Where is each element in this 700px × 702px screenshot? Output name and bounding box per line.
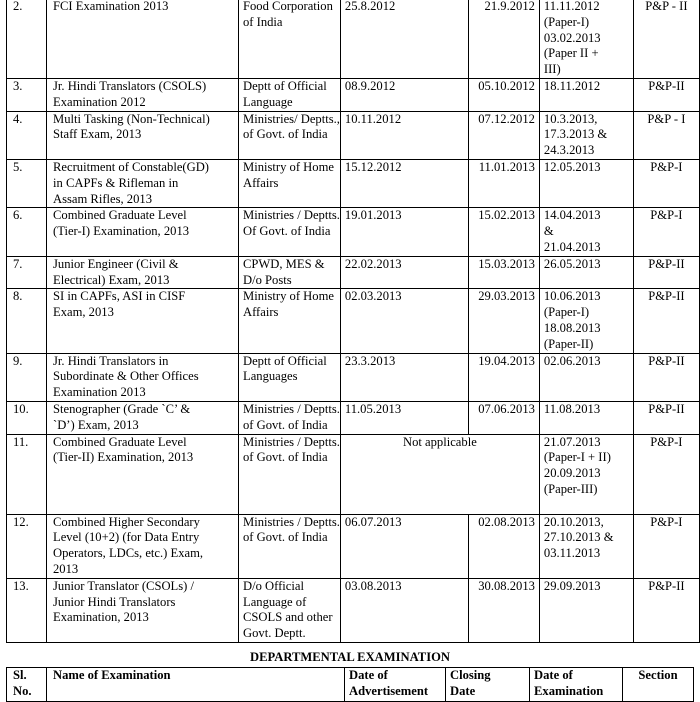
cell-line: 20.10.2013,: [543, 514, 604, 529]
cell-line: 12.05.2013: [543, 159, 601, 174]
departmental-exam-title: DEPARTMENTAL EXAMINATION: [249, 650, 451, 664]
cell-line: III): [543, 62, 561, 77]
advertisement-date-cell: 19.01.2013: [340, 208, 468, 256]
header-no-line: No.: [13, 683, 32, 698]
cell-line: D/o Official: [243, 578, 304, 593]
exam-name-cell: [47, 159, 239, 207]
ministry-cell: [239, 434, 341, 514]
cell-line: Examination 2013: [53, 385, 146, 400]
exam-date-cell: [539, 434, 633, 514]
table-row: [7, 401, 700, 434]
exam-date-cell: [539, 401, 633, 434]
cell-line: Multi Tasking (Non-Technical): [53, 111, 210, 126]
table-row: [7, 514, 700, 578]
table-row: [7, 0, 700, 78]
exam-date-cell: [539, 0, 633, 78]
serial-number-cell: 10.: [7, 401, 47, 434]
section-cell: P&P-II: [633, 78, 699, 111]
cell-line: 03.02.2013: [543, 30, 601, 45]
cell-line: Language of: [243, 594, 307, 609]
cell-line: Junior Hindi Translators: [53, 594, 176, 609]
header-name-of-examination: [47, 668, 345, 702]
advertisement-date-cell: 10.11.2012: [340, 111, 468, 159]
section-cell: P&P-II: [633, 353, 699, 401]
header-closing-line1: Closing: [450, 668, 491, 682]
table-row: [7, 159, 700, 207]
cell-line: in CAPFs & Rifleman in: [53, 175, 179, 190]
cell-line: Recruitment of Constable(GD): [53, 159, 209, 174]
ministry-cell: [239, 159, 341, 207]
exam-date-cell: [539, 578, 633, 642]
cell-line: 11.11.2012: [543, 0, 600, 13]
closing-date-cell: 02.08.2013: [468, 514, 539, 578]
cell-line: of Govt. of India: [243, 530, 328, 545]
advertisement-date-cell: 06.07.2013: [340, 514, 468, 578]
section-cell: P&P-II: [633, 256, 699, 289]
header-closing-date: [446, 668, 530, 702]
serial-number-cell: 7.: [7, 256, 47, 289]
cell-line: Affairs: [243, 175, 279, 190]
header-section: [623, 668, 694, 702]
cell-line: Ministry of Home: [243, 159, 334, 174]
section-cell: P&P-I: [633, 159, 699, 207]
cell-line: Ministries / Deptts.: [243, 401, 340, 416]
closing-date-cell: 21.9.2012: [468, 0, 539, 78]
cell-line: 24.3.2013: [543, 143, 595, 158]
exam-date-cell: [539, 256, 633, 289]
cell-line: (Paper-I): [543, 14, 590, 29]
exam-name-cell: [47, 353, 239, 401]
cell-line: (Tier-II) Examination, 2013: [53, 450, 194, 465]
serial-number-cell: 9.: [7, 353, 47, 401]
serial-number-cell: 5.: [7, 159, 47, 207]
cell-line: Combined Higher Secondary: [53, 514, 200, 529]
section-cell: P&P-II: [633, 578, 699, 642]
cell-line: 03.11.2013: [543, 546, 601, 561]
exam-schedule-body: [7, 0, 700, 642]
header-name-line: Name of Examination: [53, 668, 171, 682]
table-row: [7, 289, 700, 353]
exam-date-cell: [539, 514, 633, 578]
exam-date-cell: [539, 208, 633, 256]
cell-line: 10.3.2013,: [543, 111, 598, 126]
ministry-cell: [239, 578, 341, 642]
cell-line: (Paper-III): [543, 481, 598, 496]
serial-number-cell: 3.: [7, 78, 47, 111]
cell-line: Ministries/ Deptts.,: [243, 111, 340, 126]
cell-line: (Paper-II): [543, 336, 594, 351]
cell-line: &: [543, 224, 554, 239]
cell-line: Stenographer (Grade `C’ &: [53, 401, 191, 416]
cell-line: 29.09.2013: [543, 578, 601, 593]
cell-line: SI in CAPFs, ASI in CISF: [53, 289, 186, 304]
closing-date-cell: 29.03.2013: [468, 289, 539, 353]
ministry-cell: [239, 208, 341, 256]
cell-line: Ministries / Deptts.: [243, 514, 340, 529]
cell-line: Operators, LDCs, etc.) Exam,: [53, 546, 204, 561]
section-cell: P&P-II: [633, 289, 699, 353]
header-exam-line2: Examination: [534, 683, 604, 698]
cell-line: 18.11.2012: [543, 78, 601, 93]
exam-name-cell: [47, 0, 239, 78]
cell-line: Language: [243, 94, 293, 109]
cell-line: Affairs: [243, 305, 279, 320]
exam-name-cell: [47, 514, 239, 578]
section-cell: P&P-I: [633, 514, 699, 578]
exam-date-cell: [539, 78, 633, 111]
exam-date-cell: [539, 353, 633, 401]
closing-date-cell: 07.06.2013: [468, 401, 539, 434]
exam-name-cell: [47, 208, 239, 256]
cell-line: Deptt of Official: [243, 353, 327, 368]
cell-line: 20.09.2013: [543, 466, 601, 481]
cell-line: FCI Examination 2013: [53, 0, 169, 13]
table-row: [7, 434, 700, 514]
exam-name-cell: [47, 256, 239, 289]
header-sl-line: Sl.: [13, 668, 27, 682]
closing-date-cell: 07.12.2012: [468, 111, 539, 159]
advertisement-date-cell: 23.3.2013: [340, 353, 468, 401]
cell-line: CSOLS and other: [243, 610, 333, 625]
ministry-cell: [239, 353, 341, 401]
closing-date-cell: 19.04.2013: [468, 353, 539, 401]
advertisement-date-cell: 02.03.2013: [340, 289, 468, 353]
ministry-cell: [239, 111, 341, 159]
closing-date-cell: 30.08.2013: [468, 578, 539, 642]
closing-date-cell: 11.01.2013: [468, 159, 539, 207]
section-cell: P&P-I: [633, 434, 699, 514]
cell-line: 21.04.2013: [543, 239, 601, 254]
advertisement-date-cell: 25.8.2012: [340, 0, 468, 78]
cell-line: 14.04.2013: [543, 208, 601, 223]
cell-line: 27.10.2013 &: [543, 530, 614, 545]
cell-line: 18.08.2013: [543, 320, 601, 335]
cell-line: Deptt of Official: [243, 78, 327, 93]
cell-line: `D’) Exam, 2013: [53, 417, 139, 432]
exam-name-cell: [47, 401, 239, 434]
cell-line: Ministries / Deptts.: [243, 208, 340, 223]
cell-line: Assam Rifles, 2013: [53, 191, 152, 206]
serial-number-cell: 13.: [7, 578, 47, 642]
cell-line: of Govt. of India: [243, 127, 328, 142]
cell-line: (Paper-I): [543, 305, 590, 320]
cell-line: Of Govt. of India: [243, 224, 331, 239]
cell-line: Examination 2012: [53, 94, 146, 109]
ministry-cell: [239, 514, 341, 578]
advertisement-date-cell: 03.08.2013: [340, 578, 468, 642]
exam-name-cell: [47, 434, 239, 514]
ministry-cell: [239, 78, 341, 111]
exam-date-cell: [539, 159, 633, 207]
cell-line: 11.08.2013: [543, 401, 601, 416]
header-date-of-advertisement: [345, 668, 446, 702]
serial-number-cell: 12.: [7, 514, 47, 578]
cell-line: Combined Graduate Level: [53, 208, 187, 223]
cell-line: Combined Graduate Level: [53, 434, 187, 449]
cell-line: (Tier-I) Examination, 2013: [53, 224, 190, 239]
cell-line: 2013: [53, 561, 79, 576]
ministry-cell: [239, 0, 341, 78]
exam-schedule-table: [6, 0, 700, 643]
cell-line: Level (10+2) (for Data Entry: [53, 530, 200, 545]
cell-line: 26.05.2013: [543, 256, 601, 271]
cell-line: Languages: [243, 369, 298, 384]
advertisement-date-cell: 11.05.2013: [340, 401, 468, 434]
cell-line: Jr. Hindi Translators (CSOLS): [53, 78, 207, 93]
section-cell: P&P-II: [633, 401, 699, 434]
departmental-header-row: [7, 668, 694, 702]
closing-date-cell: 05.10.2012: [468, 78, 539, 111]
exam-name-cell: [47, 111, 239, 159]
cell-line: Examination, 2013: [53, 610, 149, 625]
exam-date-cell: [539, 111, 633, 159]
table-row: [7, 256, 700, 289]
cell-line: of India: [243, 14, 283, 29]
table-row: [7, 208, 700, 256]
table-row: [7, 78, 700, 111]
cell-line: Ministries / Deptts.: [243, 434, 340, 449]
exam-name-cell: [47, 578, 239, 642]
serial-number-cell: 4.: [7, 111, 47, 159]
cell-line: of Govt. of India: [243, 417, 328, 432]
section-cell: P&P - I: [633, 111, 699, 159]
not-applicable-cell: Not applicable: [340, 434, 539, 514]
section-cell: P&P - II: [633, 0, 699, 78]
serial-number-cell: 2.: [7, 0, 47, 78]
cell-line: Subordinate & Other Offices: [53, 369, 199, 384]
cell-line: 02.06.2013: [543, 353, 601, 368]
header-closing-line2: Date: [450, 683, 476, 698]
header-section-line: Section: [638, 668, 678, 682]
cell-line: Exam, 2013: [53, 305, 114, 320]
cell-line: Jr. Hindi Translators in: [53, 353, 169, 368]
serial-number-cell: 6.: [7, 208, 47, 256]
cell-line: Electrical) Exam, 2013: [53, 272, 170, 287]
serial-number-cell: 11.: [7, 434, 47, 514]
exam-name-cell: [47, 289, 239, 353]
header-adv-line2: Advertisement: [349, 683, 429, 698]
section-cell: P&P-I: [633, 208, 699, 256]
header-sl-no: [7, 668, 47, 702]
cell-line: of Govt. of India: [243, 450, 328, 465]
cell-line: (Paper II +: [543, 46, 599, 61]
cell-line: 10.06.2013: [543, 289, 601, 304]
cell-line: CPWD, MES &: [243, 256, 325, 271]
advertisement-date-cell: 15.12.2012: [340, 159, 468, 207]
exam-date-cell: [539, 289, 633, 353]
closing-date-cell: 15.02.2013: [468, 208, 539, 256]
advertisement-date-cell: 22.02.2013: [340, 256, 468, 289]
header-adv-line1: Date of: [349, 668, 388, 682]
cell-line: 17.3.2013 &: [543, 127, 608, 142]
table-row: [7, 353, 700, 401]
header-date-of-examination: [530, 668, 623, 702]
cell-line: Govt. Deptt.: [243, 626, 306, 641]
cell-line: (Paper-I + II): [543, 450, 611, 465]
table-row: [7, 111, 700, 159]
cell-line: Food Corporation: [243, 0, 333, 13]
cell-line: Junior Engineer (Civil &: [53, 256, 179, 271]
cell-line: 21.07.2013: [543, 434, 601, 449]
closing-date-cell: 15.03.2013: [468, 256, 539, 289]
cell-line: Ministry of Home: [243, 289, 334, 304]
exam-name-cell: [47, 78, 239, 111]
cell-line: D/o Posts: [243, 272, 292, 287]
departmental-exam-table: [6, 667, 694, 702]
table-row: [7, 578, 700, 642]
header-exam-line1: Date of: [534, 668, 573, 682]
ministry-cell: [239, 289, 341, 353]
ministry-cell: [239, 401, 341, 434]
advertisement-date-cell: 08.9.2012: [340, 78, 468, 111]
ministry-cell: [239, 256, 341, 289]
serial-number-cell: 8.: [7, 289, 47, 353]
cell-line: Junior Translator (CSOLs) /: [53, 578, 194, 593]
cell-line: Staff Exam, 2013: [53, 127, 142, 142]
